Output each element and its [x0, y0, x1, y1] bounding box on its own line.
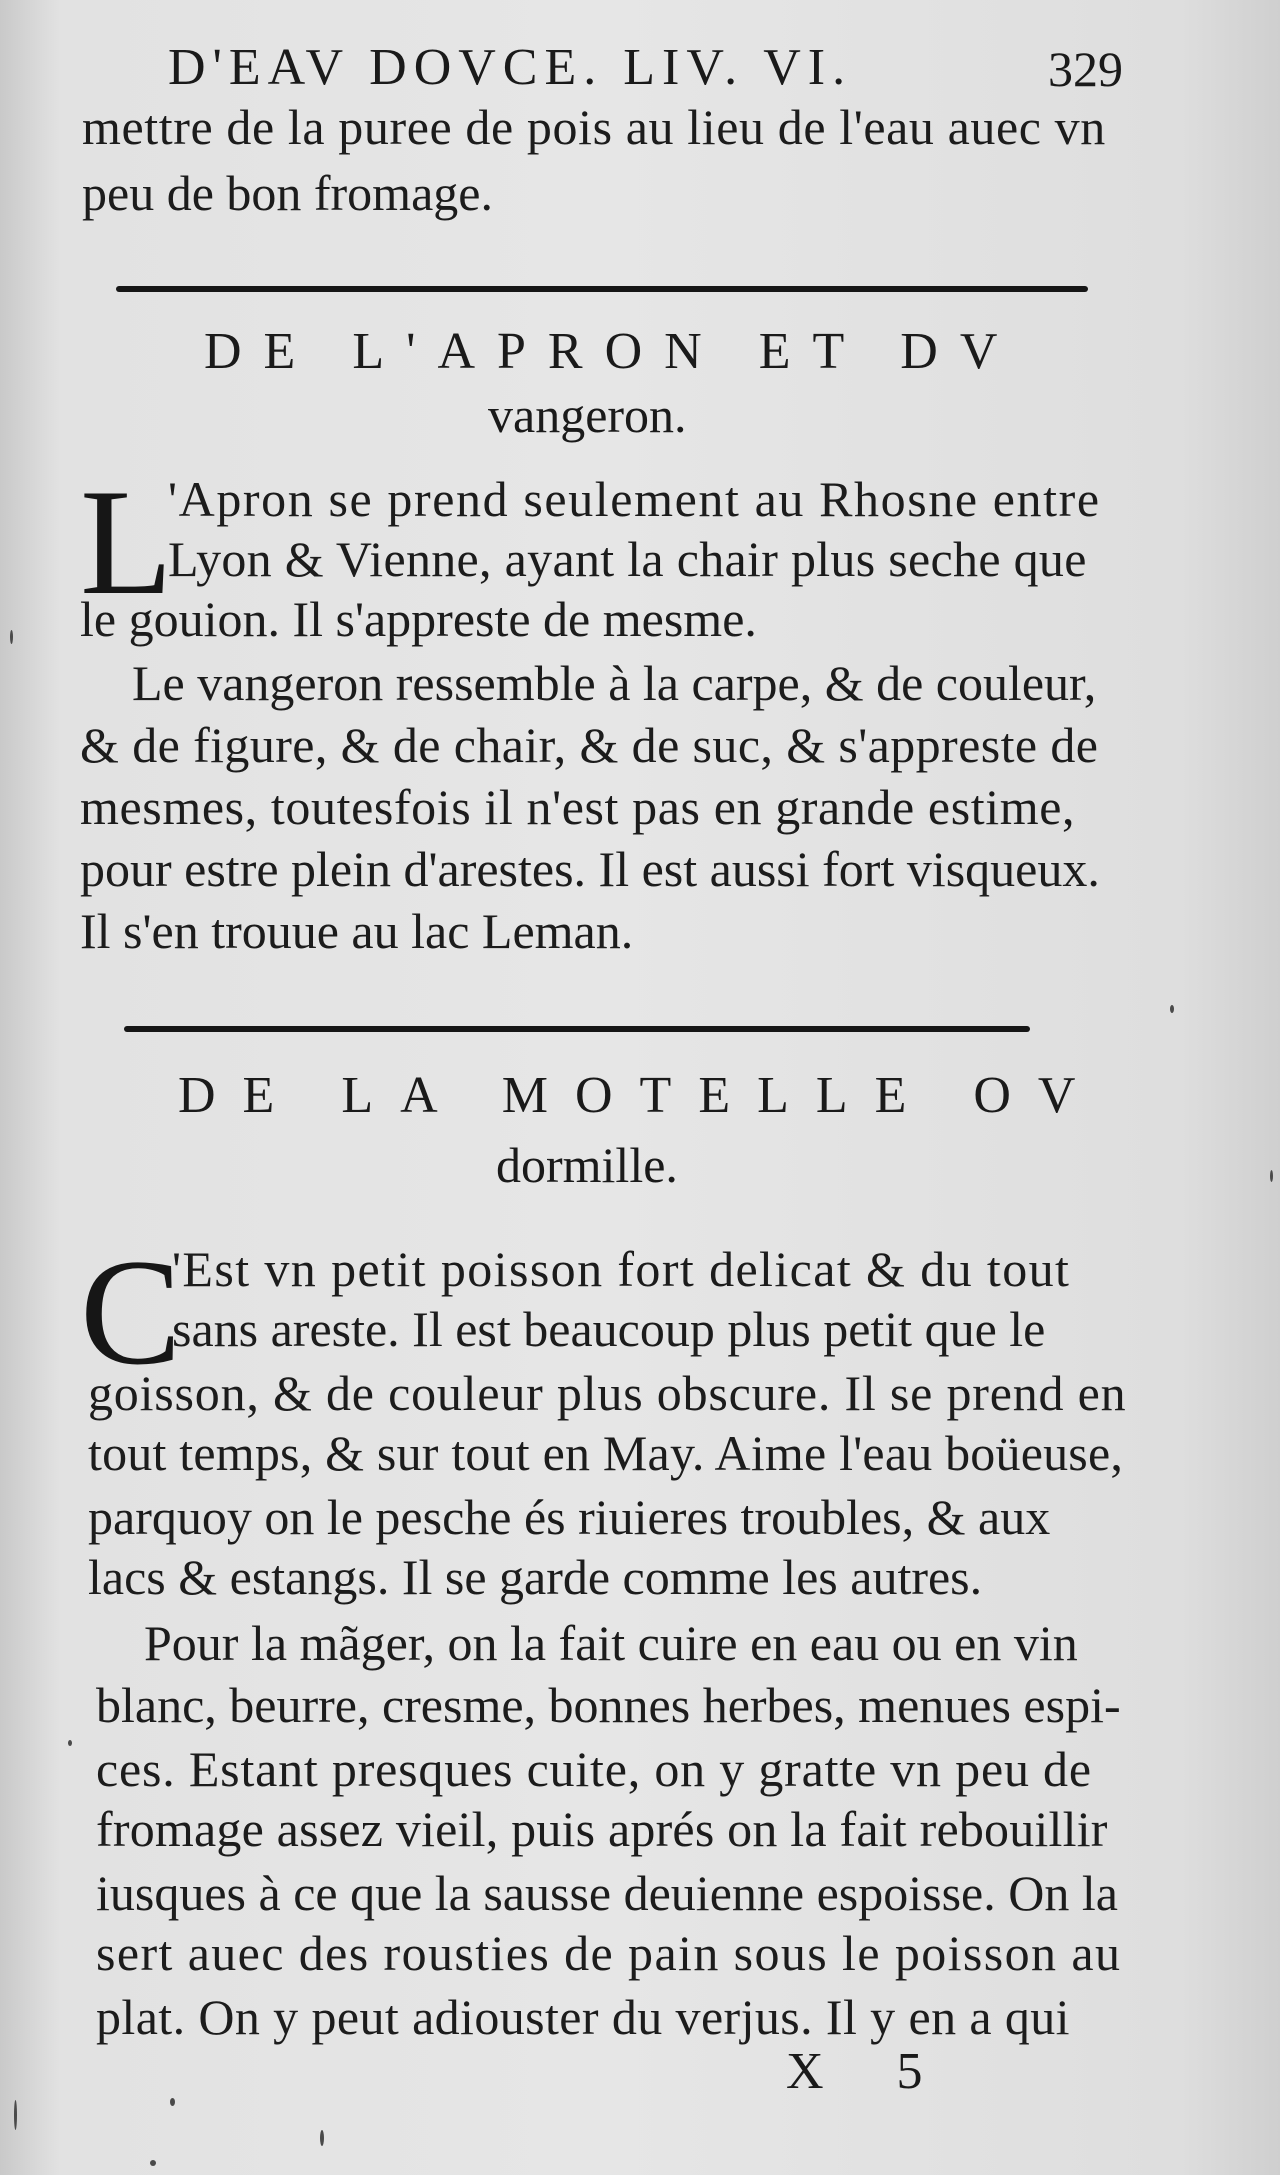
paragraph-line: plat. On y peut adiouster du verjus. Il y en a qui	[96, 1989, 1070, 2045]
paragraph-line: sert auec des rousties de pain sous le poisson au	[96, 1925, 1122, 1981]
page-number: 329	[1048, 41, 1123, 97]
paragraph-line: 'Est vn petit poisson fort delicat & du tout	[172, 1241, 1071, 1297]
section-rule	[124, 1026, 1030, 1032]
paragraph-line: iusques à ce que la sausse deuienne espoisse. On la	[96, 1865, 1118, 1921]
paragraph-line: 'Apron se prend seulement au Rhosne entre	[168, 471, 1101, 527]
paragraph-line: blanc, beurre, cresme, bonnes herbes, menues espi-	[96, 1677, 1121, 1733]
section-subtitle-apron: vangeron.	[488, 387, 687, 443]
paragraph-line: goisson, & de couleur plus obscure. Il se prend en	[88, 1365, 1127, 1421]
continuation-line: peu de bon fromage.	[82, 165, 493, 221]
paragraph-line: parquoy on le pesche és riuieres troubles, & aux	[88, 1489, 1051, 1545]
continuation-line: mettre de la puree de pois au lieu de l'eau auec vn	[82, 99, 1106, 155]
paragraph-line: pour estre plein d'arestes. Il est aussi fort visqueux.	[80, 841, 1100, 897]
section-rule	[116, 286, 1088, 292]
paragraph-line: Il s'en trouue au lac Leman.	[80, 903, 634, 959]
paragraph-line: Lyon & Vienne, ayant la chair plus seche que	[168, 531, 1087, 587]
drop-cap-c: C	[80, 1228, 182, 1396]
paragraph-line: mesmes, toutesfois il n'est pas en grande estime,	[80, 779, 1076, 835]
paragraph-line: ces. Estant presques cuite, on y gratte vn peu de	[96, 1741, 1092, 1797]
signature-mark: X 5	[786, 2043, 953, 2100]
drop-cap-l: L	[80, 458, 173, 626]
section-subtitle-motelle: dormille.	[496, 1137, 678, 1193]
paragraph-line: & de figure, & de chair, & de suc, & s'appreste de	[80, 717, 1099, 773]
section-title-motelle: DE LA MOTELLE OV	[178, 1067, 1103, 1124]
paragraph-line: le gouion. Il s'appreste de mesme.	[80, 591, 757, 647]
paragraph-line: lacs & estangs. Il se garde comme les autres.	[88, 1549, 983, 1605]
paragraph-line: Le vangeron ressemble à la carpe, & de couleur,	[132, 655, 1097, 711]
paragraph-line: tout temps, & sur tout en May. Aime l'eau boüeuse,	[88, 1425, 1124, 1481]
running-header: D'EAV DOVCE. LIV. VI.	[168, 39, 853, 96]
paragraph-line: Pour la mãger, on la fait cuire en eau ou en vin	[144, 1615, 1078, 1671]
paragraph-line: fromage assez vieil, puis aprés on la fait rebouillir	[96, 1801, 1108, 1857]
paragraph-line: sans areste. Il est beaucoup plus petit que le	[172, 1301, 1046, 1357]
section-title-apron: DE L'APRON ET DV	[204, 323, 1020, 380]
